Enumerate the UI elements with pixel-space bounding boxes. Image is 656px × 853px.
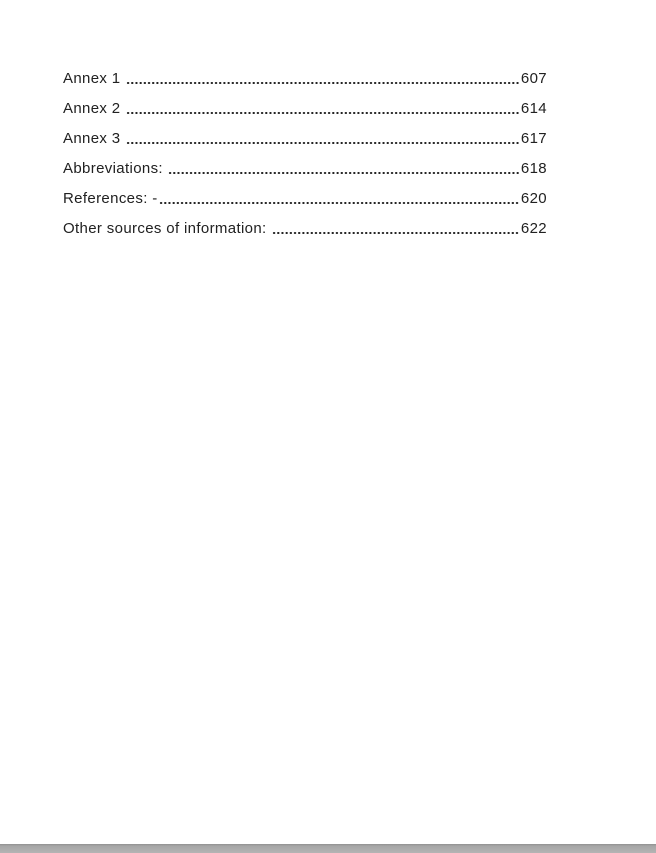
toc-page-number: 617 — [520, 129, 547, 147]
toc-page-number: 614 — [520, 99, 547, 117]
toc-page-number: 618 — [520, 159, 547, 177]
toc-page-number: 620 — [520, 189, 547, 207]
toc-entry — [63, 153, 547, 183]
toc-page-number: 607 — [520, 69, 547, 87]
toc-entry — [63, 213, 547, 243]
toc-entry — [63, 183, 547, 213]
toc-dot-leader — [159, 183, 520, 213]
toc-entry — [63, 93, 547, 123]
toc-dot-leader — [168, 153, 519, 183]
toc-entry-label: Abbreviations: — [63, 159, 168, 177]
toc-dot-leader — [272, 213, 520, 243]
toc-page-number: 622 — [520, 219, 547, 237]
toc-entry-label: Annex 2 — [63, 99, 126, 117]
toc-entry-label: Other sources of information: — [63, 219, 272, 237]
toc-dot-leader — [126, 123, 520, 153]
toc-entry-label: References: - — [63, 189, 158, 207]
toc-entry-label: Annex 1 — [63, 69, 126, 87]
toc-dot-leader — [126, 93, 520, 123]
toc-dot-leader — [126, 63, 520, 93]
viewer-page-gap — [0, 844, 656, 853]
toc-entry-label: Annex 3 — [63, 129, 126, 147]
toc-entry — [63, 63, 547, 93]
table-of-contents — [63, 63, 547, 243]
toc-entry — [63, 123, 547, 153]
